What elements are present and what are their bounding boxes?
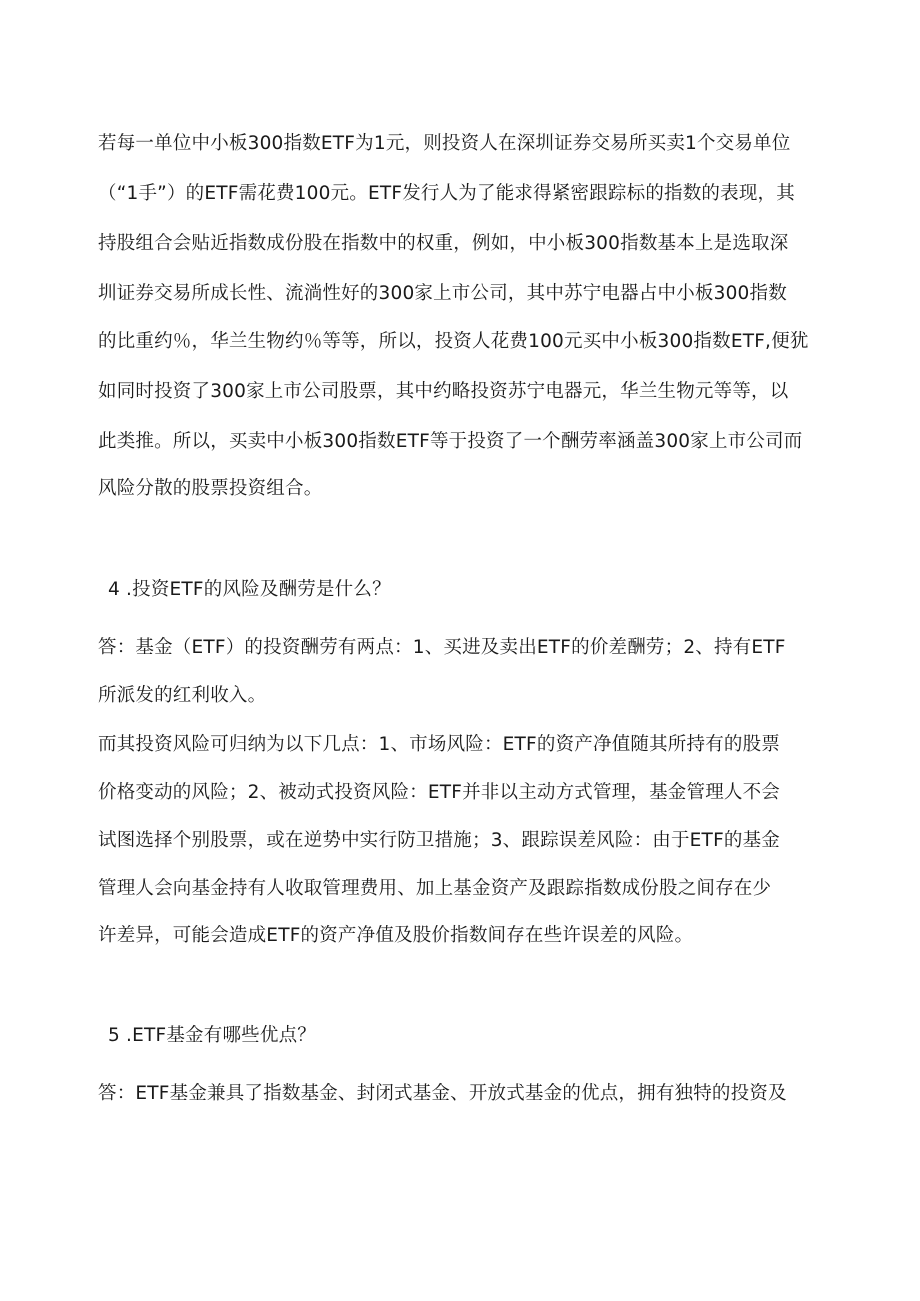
paragraph-line: 的比重约％，华兰生物约％等等，所以，投资人花费100元买中小板300指数ETF,便犹 [98, 331, 809, 352]
paragraph-line: 风险分散的股票投资组合。 [98, 478, 323, 499]
risk-line: 许差异，可能会造成ETF的资产净值及股价指数间存在些许误差的风险。 [98, 925, 694, 946]
paragraph-line: 如同时投资了300家上市公司股票，其中约略投资苏宁电器元，华兰生物元等等，以 [98, 381, 789, 402]
paragraph-line: 圳证券交易所成长性、流淌性好的300家上市公司，其中苏宁电器占中小板300指数 [98, 283, 787, 304]
answer-line: 答：基金（ETF）的投资酬劳有两点：1、买进及卖出ETF的价差酬劳；2、持有ETF [98, 637, 786, 658]
section-heading: 5 .ETF基金有哪些优点？ [108, 1025, 316, 1046]
risk-line: 试图选择个别股票，或在逆势中实行防卫措施；3、跟踪误差风险：由于ETF的基金 [98, 830, 781, 851]
section-heading: 4 .投资ETF的风险及酬劳是什么？ [108, 579, 391, 600]
risk-line: 而其投资风险可归纳为以下几点：1、市场风险：ETF的资产净值随其所持有的股票 [98, 734, 781, 755]
paragraph-line: 若每一单位中小板300指数ETF为1元，则投资人在深圳证券交易所买卖1个交易单位 [98, 133, 791, 154]
answer-line: 所派发的红利收入。 [98, 685, 267, 706]
risk-line: 价格变动的风险；2、被动式投资风险：ETF并非以主动方式管理，基金管理人不会 [98, 782, 781, 803]
paragraph-line: （“1手”）的ETF需花费100元。ETF发行人为了能求得紧密跟踪标的指数的表现，其 [98, 183, 795, 204]
answer-line: 答：ETF基金兼具了指数基金、封闭式基金、开放式基金的优点，拥有独特的投资及 [98, 1083, 787, 1104]
paragraph-line: 持股组合会贴近指数成份股在指数中的权重，例如，中小板300指数基本上是选取深 [98, 233, 789, 254]
risk-line: 管理人会向基金持有人收取管理费用、加上基金资产及跟踪指数成份股之间存在少 [98, 878, 772, 899]
paragraph-line: 此类推。所以，买卖中小板300指数ETF等于投资了一个酬劳率涵盖300家上市公司而 [98, 431, 803, 452]
